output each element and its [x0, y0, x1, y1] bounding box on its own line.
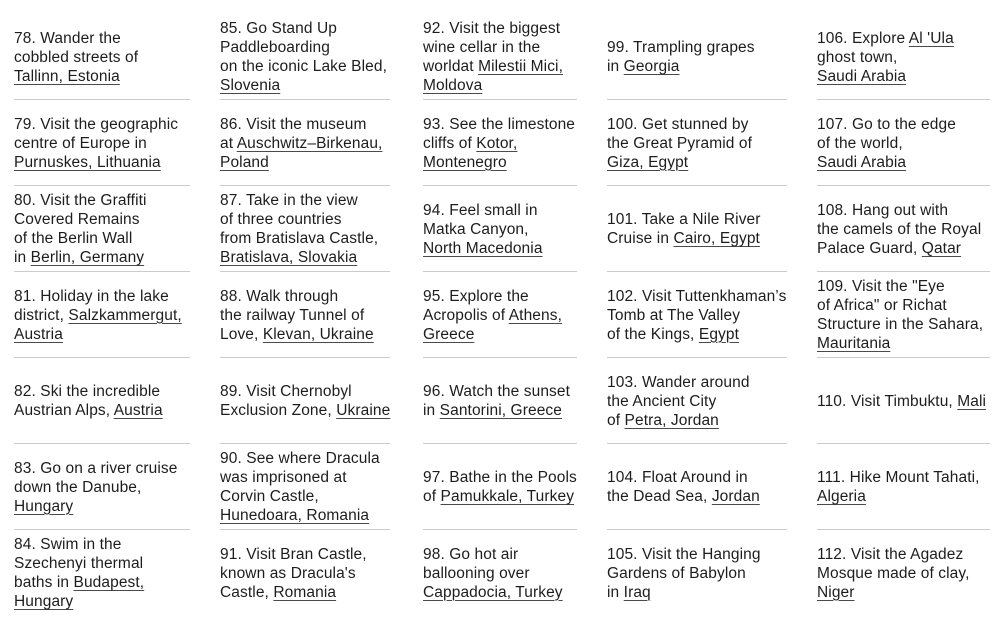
bucket-list-item — [206, 100, 409, 186]
item-line — [607, 545, 795, 564]
item-line — [817, 115, 992, 134]
item-line — [423, 306, 585, 325]
item-line — [607, 373, 795, 392]
item-line — [817, 315, 992, 334]
item-text — [220, 115, 401, 172]
location-link[interactable]: Moldova — [423, 77, 483, 94]
bucket-list-item — [803, 14, 1000, 100]
item-line — [423, 201, 585, 220]
item-text — [607, 468, 795, 506]
item-text — [14, 115, 198, 172]
item-line — [14, 401, 198, 420]
item-text-segment: the Ancient City — [607, 392, 717, 410]
item-text-segment: the Dead Sea, — [607, 488, 712, 505]
location-link[interactable]: Jordan — [711, 488, 760, 505]
item-text-segment: centre of Europe in — [14, 134, 147, 152]
item-line — [14, 29, 198, 48]
item-line — [14, 248, 198, 267]
item-text-segment: of the Berlin Wall — [14, 230, 133, 247]
item-text-segment: in — [607, 58, 624, 75]
item-text — [423, 468, 585, 506]
item-line — [14, 325, 198, 344]
item-text-segment: 103. Wander around — [607, 373, 750, 391]
item-text-segment: 85. Go Stand Up — [220, 20, 337, 37]
item-line — [220, 210, 401, 229]
item-text-segment: known as Dracula's — [220, 564, 356, 582]
item-line — [423, 38, 585, 57]
item-line — [607, 564, 795, 583]
item-line — [607, 583, 795, 602]
item-line — [817, 545, 992, 564]
item-line — [220, 468, 401, 487]
item-text-segment: Structure in the Sahara, — [817, 316, 984, 333]
bucket-list-item — [409, 14, 593, 100]
item-line — [817, 334, 992, 353]
item-text-segment: Corvin Castle, — [220, 488, 319, 505]
item-line — [220, 306, 401, 325]
item-text-segment: of the world, — [817, 134, 903, 152]
item-line — [817, 468, 992, 487]
item-line — [607, 325, 795, 344]
location-link[interactable]: Niger — [817, 583, 855, 601]
item-text-segment: Cruise in — [607, 230, 674, 247]
item-text-segment: 78. Wander the — [14, 29, 121, 47]
item-text — [423, 382, 585, 420]
item-text-segment: of — [607, 411, 625, 429]
location-link[interactable]: Giza, Egypt — [607, 153, 689, 171]
item-text-segment: 87. Take in the view — [220, 192, 358, 209]
item-line — [607, 487, 795, 506]
item-line — [14, 459, 198, 478]
bucket-list-item — [0, 186, 206, 272]
location-link[interactable]: Romania — [273, 583, 337, 601]
location-link[interactable]: Georgia — [623, 58, 680, 75]
bucket-list-item — [593, 14, 803, 100]
item-text — [607, 545, 795, 602]
item-text-segment: Acropolis of — [423, 306, 509, 324]
bucket-list-item — [206, 444, 409, 530]
item-line — [423, 115, 585, 134]
item-line — [423, 468, 585, 487]
bucket-list-item — [803, 186, 1000, 272]
item-line — [220, 229, 401, 248]
item-text — [817, 277, 992, 353]
item-line — [817, 296, 992, 315]
item-text-segment: of three countries — [220, 211, 342, 228]
item-text — [817, 545, 992, 602]
bucket-list-item — [206, 272, 409, 358]
item-text-segment: baths in — [14, 574, 74, 591]
item-line — [423, 325, 585, 344]
item-line — [817, 583, 992, 602]
item-text-segment: was imprisoned at — [220, 469, 347, 486]
location-link[interactable]: North Macedonia — [423, 239, 543, 257]
item-line — [817, 67, 992, 86]
bucket-list-item — [803, 444, 1000, 530]
item-text-segment: in — [14, 249, 31, 266]
item-text-segment: the railway Tunnel of — [220, 306, 365, 324]
item-line — [423, 545, 585, 564]
item-text — [220, 545, 401, 602]
item-line — [607, 38, 795, 57]
item-line — [14, 382, 198, 401]
item-line — [607, 468, 795, 487]
item-text — [607, 210, 795, 248]
item-text-segment: 80. Visit the Graffiti — [14, 192, 147, 209]
item-line — [14, 287, 198, 306]
item-text-segment: 94. Feel small in — [423, 201, 538, 219]
item-text-segment: from Bratislava Castle, — [220, 230, 379, 247]
item-text — [423, 115, 585, 172]
item-text — [423, 545, 585, 602]
item-line — [220, 287, 401, 306]
item-line — [14, 478, 198, 497]
bucket-list-item — [593, 272, 803, 358]
bucket-list-item — [206, 14, 409, 100]
item-text-segment: 86. Visit the museum — [220, 115, 367, 133]
item-text-segment: 81. Holiday in the lake — [14, 287, 169, 305]
item-line — [607, 210, 795, 229]
item-line — [817, 392, 992, 411]
item-text — [817, 201, 992, 258]
item-text — [14, 191, 198, 267]
bucket-list-grid — [0, 14, 1000, 616]
item-line — [220, 153, 401, 172]
bucket-list-item — [0, 358, 206, 444]
bucket-list-item — [803, 358, 1000, 444]
item-line — [220, 191, 401, 210]
item-text — [423, 19, 585, 95]
item-text — [220, 382, 401, 420]
item-line — [817, 48, 992, 67]
location-link[interactable]: Austria — [113, 402, 163, 419]
bucket-list-item — [803, 272, 1000, 358]
item-line — [817, 201, 992, 220]
item-text — [607, 373, 795, 430]
item-text-segment: 92. Visit the biggest — [423, 20, 561, 37]
bucket-list-item — [593, 358, 803, 444]
item-text-segment: 93. See the limestone — [423, 115, 576, 133]
item-line — [817, 239, 992, 258]
item-line — [14, 134, 198, 153]
bucket-list-item — [206, 358, 409, 444]
location-link[interactable]: Algeria — [817, 488, 866, 505]
item-text — [607, 38, 795, 76]
location-link[interactable]: Milestii Mici, — [478, 58, 564, 75]
item-line — [423, 134, 585, 153]
item-line — [14, 229, 198, 248]
item-text-segment: 91. Visit Bran Castle, — [220, 545, 367, 563]
location-link[interactable]: Austria — [14, 325, 63, 343]
item-line — [423, 19, 585, 38]
item-text-segment: Tomb at The Valley — [607, 306, 741, 324]
item-text-segment: Palace Guard, — [817, 239, 922, 257]
location-link[interactable]: Saudi Arabia — [817, 153, 907, 171]
item-line — [817, 134, 992, 153]
item-line — [423, 57, 585, 76]
item-text-segment: on the iconic Lake Bled, — [220, 58, 387, 75]
item-text — [423, 201, 585, 258]
bucket-list-item — [803, 100, 1000, 186]
item-text-segment: 101. Take a Nile River — [607, 211, 761, 228]
item-text-segment: Austrian Alps, — [14, 402, 114, 419]
item-text-segment: 96. Watch the sunset — [423, 383, 571, 400]
location-link[interactable]: Saudi Arabia — [817, 67, 907, 85]
location-link[interactable]: Hunedoara, Romania — [220, 507, 370, 524]
item-line — [14, 48, 198, 67]
bucket-list-item — [409, 100, 593, 186]
item-line — [423, 564, 585, 583]
item-text-segment: Exclusion Zone, — [220, 402, 337, 419]
item-text-segment: wine cellar in the — [423, 39, 541, 56]
item-line — [607, 115, 795, 134]
location-link[interactable]: Qatar — [921, 239, 962, 257]
location-link[interactable]: Kotor, — [476, 134, 518, 152]
item-line — [220, 248, 401, 267]
item-line — [220, 401, 401, 420]
item-line — [14, 535, 198, 554]
item-line — [220, 564, 401, 583]
item-line — [14, 153, 198, 172]
item-line — [14, 67, 198, 86]
item-line — [817, 220, 992, 239]
item-line — [220, 115, 401, 134]
item-text-segment: Matka Canyon, — [423, 220, 529, 238]
item-text — [817, 29, 992, 86]
bucket-list-item — [593, 186, 803, 272]
location-link[interactable]: Santorini, Greece — [439, 402, 562, 419]
item-line — [423, 382, 585, 401]
bucket-list-item — [0, 530, 206, 616]
item-line — [14, 554, 198, 573]
bucket-list-item — [0, 444, 206, 530]
location-link[interactable]: Poland — [220, 153, 269, 171]
item-text — [817, 115, 992, 172]
item-text — [14, 535, 198, 611]
item-text-segment: worldat — [423, 58, 479, 75]
item-line — [423, 153, 585, 172]
item-text-segment: district, — [14, 306, 69, 324]
item-line — [220, 325, 401, 344]
item-text-segment: 98. Go hot air — [423, 545, 519, 563]
item-text — [817, 392, 992, 411]
location-link[interactable]: Al 'Ula — [908, 29, 954, 47]
item-line — [220, 134, 401, 153]
item-text-segment: Love, — [220, 325, 263, 343]
item-line — [14, 115, 198, 134]
item-text-segment: ballooning over — [423, 564, 530, 582]
item-text — [607, 115, 795, 172]
item-text-segment: 106. Explore — [817, 29, 909, 47]
item-text-segment: in — [423, 402, 440, 419]
item-line — [14, 573, 198, 592]
item-text — [423, 287, 585, 344]
item-text-segment: 110. Visit Timbuktu, — [817, 392, 958, 410]
bucket-list-item — [409, 444, 593, 530]
item-text-segment: 102. Visit Tuttenkhaman’s — [607, 287, 787, 305]
location-link[interactable]: Salzkammergut, — [68, 306, 182, 324]
item-line — [14, 592, 198, 611]
item-line — [817, 153, 992, 172]
item-line — [423, 287, 585, 306]
item-text-segment: in — [607, 583, 624, 601]
location-link[interactable]: Mauritania — [817, 335, 891, 352]
item-line — [607, 411, 795, 430]
item-line — [607, 153, 795, 172]
location-link[interactable]: Greece — [423, 325, 475, 343]
location-link[interactable]: Mali — [957, 392, 987, 410]
item-text — [817, 468, 992, 506]
item-text-segment: of Africa" or Richat — [817, 297, 947, 314]
location-link[interactable]: Bratislava, Slovakia — [220, 249, 358, 266]
bucket-list-item — [0, 100, 206, 186]
item-line — [607, 306, 795, 325]
item-line — [220, 506, 401, 525]
item-text-segment: 109. Visit the "Eye — [817, 278, 945, 295]
bucket-list-item — [803, 530, 1000, 616]
item-line — [423, 487, 585, 506]
item-line — [607, 57, 795, 76]
bucket-list-item — [409, 186, 593, 272]
item-text-segment: the Great Pyramid of — [607, 134, 753, 152]
item-text — [220, 19, 401, 95]
item-line — [423, 239, 585, 258]
item-line — [423, 220, 585, 239]
item-text-segment: Paddleboarding — [220, 39, 330, 56]
item-line — [14, 306, 198, 325]
item-text — [607, 287, 795, 344]
item-line — [14, 497, 198, 516]
item-text-segment: Covered Remains — [14, 211, 140, 228]
item-text-segment: cliffs of — [423, 134, 477, 152]
bucket-list-item — [593, 100, 803, 186]
item-text-segment: 111. Hike Mount Tahati, — [817, 469, 980, 486]
item-text-segment: ghost town, — [817, 48, 898, 66]
bucket-list-item — [0, 272, 206, 358]
item-line — [220, 38, 401, 57]
location-link[interactable]: Purnuskes, Lithuania — [14, 153, 161, 171]
item-text-segment: Mosque made of clay, — [817, 564, 970, 582]
bucket-list-item — [0, 14, 206, 100]
item-line — [220, 19, 401, 38]
item-text-segment: 89. Visit Chernobyl — [220, 383, 352, 400]
location-link[interactable]: Hungary — [14, 593, 74, 610]
item-text-segment: 107. Go to the edge — [817, 115, 956, 133]
item-text — [220, 449, 401, 525]
item-line — [423, 401, 585, 420]
bucket-list-item — [593, 444, 803, 530]
item-text-segment: 108. Hang out with — [817, 201, 949, 219]
item-text-segment: 79. Visit the geographic — [14, 115, 179, 133]
location-link[interactable]: Pamukkale, Turkey — [440, 488, 575, 505]
item-line — [423, 583, 585, 602]
item-text-segment: at — [220, 134, 237, 152]
item-text-segment: 97. Bathe in the Pools — [423, 469, 577, 486]
item-line — [14, 191, 198, 210]
item-text-segment: 99. Trampling grapes — [607, 39, 755, 56]
item-text-segment: down the Danube, — [14, 478, 142, 496]
item-line — [220, 545, 401, 564]
location-link[interactable]: Hungary — [14, 497, 74, 515]
location-link[interactable]: Ukraine — [336, 402, 391, 419]
location-link[interactable]: Egypt — [698, 325, 740, 343]
item-text — [14, 382, 198, 420]
item-line — [607, 229, 795, 248]
item-text-segment: 90. See where Dracula — [220, 450, 380, 467]
item-line — [817, 564, 992, 583]
bucket-list-item — [409, 358, 593, 444]
bucket-list-item — [593, 530, 803, 616]
bucket-list-item — [206, 186, 409, 272]
item-line — [817, 277, 992, 296]
item-line — [607, 134, 795, 153]
location-link[interactable]: Klevan, Ukraine — [262, 325, 374, 343]
item-text-segment: Szechenyi thermal — [14, 555, 144, 572]
location-link[interactable]: Petra, Jordan — [624, 411, 719, 429]
item-line — [220, 382, 401, 401]
location-link[interactable]: Budapest, — [73, 574, 145, 591]
location-link[interactable]: Auschwitz–Birkenau, — [236, 134, 383, 152]
item-line — [220, 449, 401, 468]
location-link[interactable]: Cappadocia, Turkey — [423, 583, 563, 601]
item-text-segment: of the Kings, — [607, 325, 699, 343]
item-line — [220, 583, 401, 602]
item-text-segment: the camels of the Royal — [817, 220, 982, 238]
bucket-list-item — [409, 272, 593, 358]
location-link[interactable]: Cairo, Egypt — [673, 230, 760, 247]
item-text — [220, 191, 401, 267]
item-line — [817, 29, 992, 48]
item-line — [220, 76, 401, 95]
item-text — [14, 29, 198, 86]
item-text-segment: 112. Visit the Agadez — [817, 545, 964, 563]
bucket-list-item — [409, 530, 593, 616]
item-text-segment: 82. Ski the incredible — [14, 383, 161, 400]
location-link[interactable]: Slovenia — [220, 77, 281, 94]
item-line — [607, 287, 795, 306]
item-line — [220, 487, 401, 506]
item-text-segment: cobbled streets of — [14, 48, 139, 66]
item-text-segment: 84. Swim in the — [14, 536, 122, 553]
location-link[interactable]: Montenegro — [423, 153, 507, 171]
item-text-segment: 100. Get stunned by — [607, 115, 749, 133]
item-text-segment: 105. Visit the Hanging — [607, 545, 761, 563]
item-line — [423, 76, 585, 95]
item-line — [14, 210, 198, 229]
bucket-list-item — [206, 530, 409, 616]
location-link[interactable]: Berlin, Germany — [30, 249, 145, 266]
item-text-segment: 83. Go on a river cruise — [14, 459, 178, 477]
location-link[interactable]: Tallinn, Estonia — [14, 67, 120, 85]
item-text — [14, 287, 198, 344]
item-text — [220, 287, 401, 344]
item-text-segment: 104. Float Around in — [607, 469, 748, 486]
item-text-segment: Gardens of Babylon — [607, 564, 746, 582]
item-text-segment: 88. Walk through — [220, 287, 339, 305]
item-text-segment: 95. Explore the — [423, 287, 529, 305]
location-link[interactable]: Athens, — [508, 306, 562, 324]
item-line — [817, 487, 992, 506]
item-line — [220, 57, 401, 76]
item-text — [14, 459, 198, 516]
item-text-segment: of — [423, 488, 441, 505]
item-text-segment: Castle, — [220, 583, 274, 601]
item-line — [607, 392, 795, 411]
location-link[interactable]: Iraq — [623, 583, 651, 601]
